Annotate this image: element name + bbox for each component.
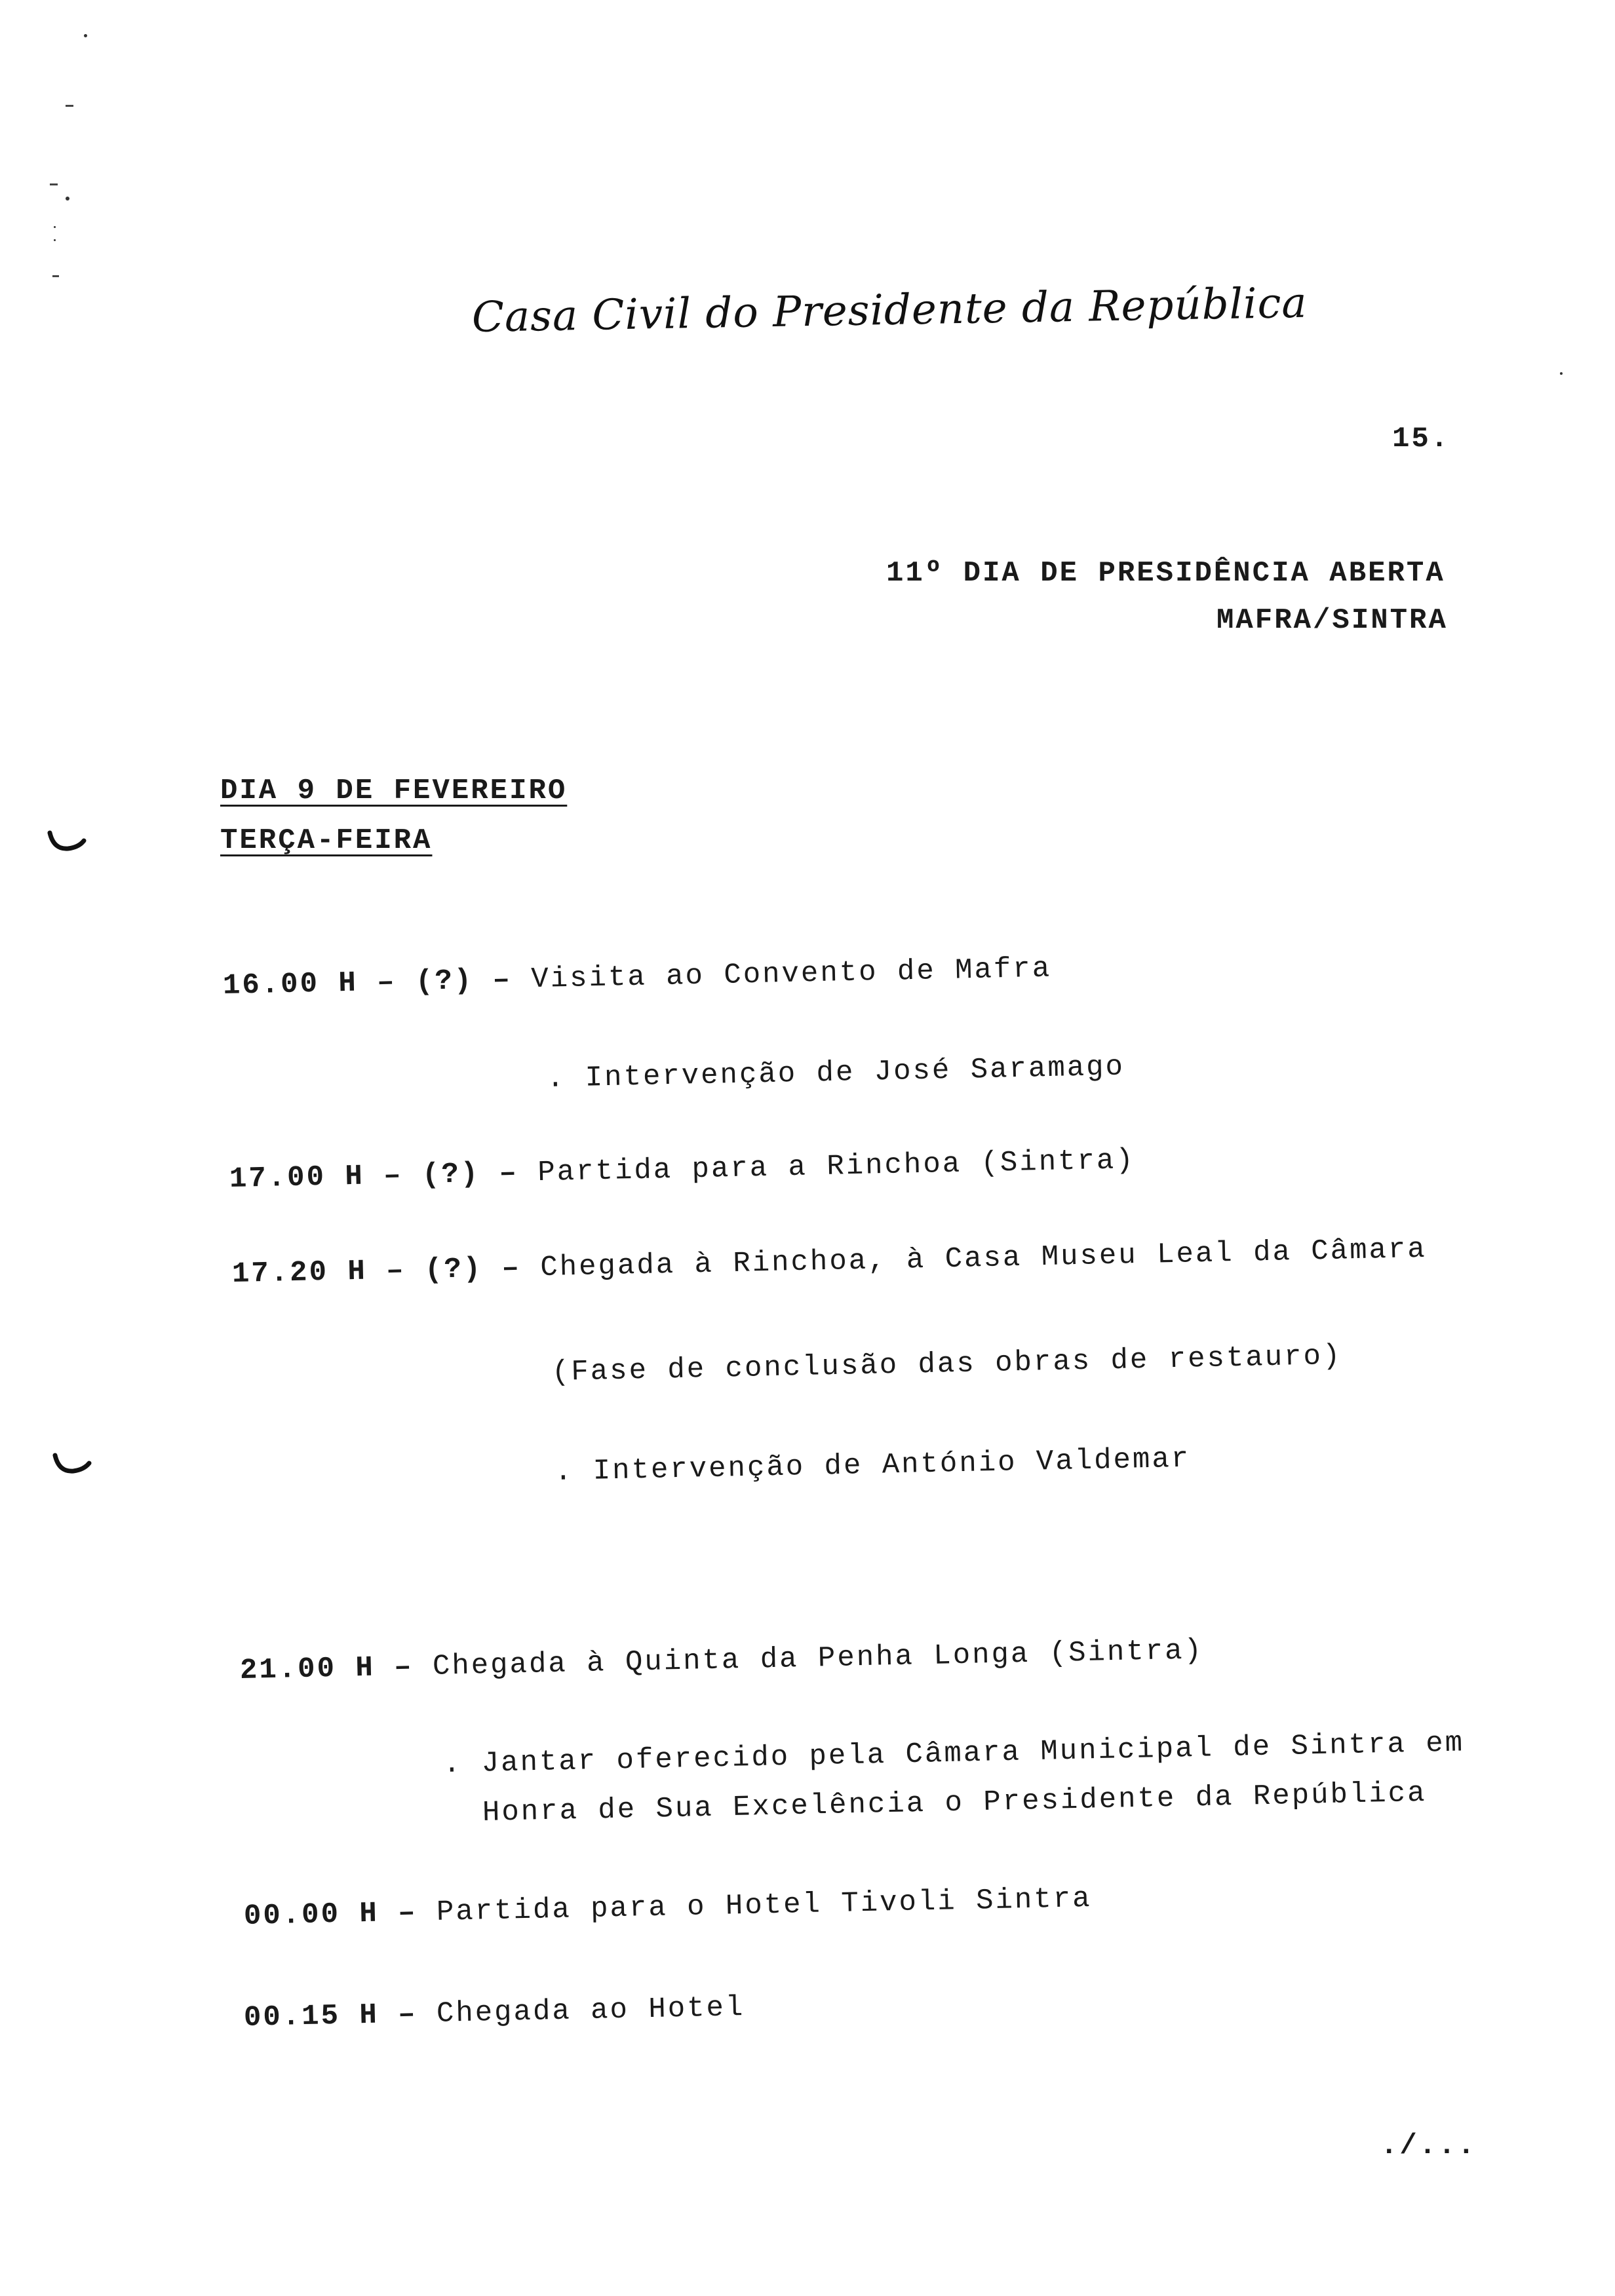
margin-mark: [50, 183, 58, 185]
heading-title: 11º DIA DE PRESIDÊNCIA ABERTA: [886, 557, 1445, 590]
schedule-entry: [243, 1991, 745, 2035]
schedule-time: 00.00 H –: [243, 1896, 418, 1933]
schedule-entry: [229, 1144, 1135, 1196]
schedule-entry: [222, 953, 1051, 1003]
schedule-time: 17.00 H – (?) –: [229, 1157, 519, 1196]
schedule-entry: [231, 1233, 1427, 1291]
schedule-text: Chegada à Quinta da Penha Longa (Sintra): [432, 1634, 1204, 1683]
punch-hole-mark: [52, 1451, 92, 1478]
schedule-text: Visita ao Convento de Mafra: [530, 952, 1052, 997]
schedule-text: Partida para o Hotel Tivoli Sintra: [436, 1882, 1093, 1929]
schedule-subitem: . Jantar oferecido pela Câmara Municipal de Sintra em: [442, 1727, 1465, 1781]
letterhead: Casa Civil do Presidente da República: [471, 278, 1308, 342]
margin-mark: [52, 275, 59, 277]
schedule-subitem: . Intervenção de António Valdemar: [554, 1442, 1191, 1489]
schedule-subitem: . Intervenção de José Saramago: [546, 1050, 1125, 1096]
schedule-text: Partida para a Rinchoa (Sintra): [537, 1144, 1136, 1190]
margin-mark: [54, 226, 56, 228]
date-weekday: TERÇA-FEIRA: [220, 824, 433, 857]
schedule-text: Chegada ao Hotel: [436, 1991, 745, 2031]
schedule-subitem: (Fase de conclusão das obras de restauro): [551, 1339, 1342, 1389]
schedule-time: 17.20 H – (?) –: [231, 1252, 522, 1291]
margin-mark: [54, 239, 56, 241]
schedule-entry: [239, 1634, 1203, 1687]
page-number: 15.: [1392, 423, 1450, 455]
date-day: DIA 9 DE FEVEREIRO: [220, 775, 568, 807]
margin-mark: [66, 105, 73, 107]
schedule-time: 21.00 H –: [239, 1651, 414, 1687]
schedule-text: Chegada à Rinchoa, à Casa Museu Leal da Câmara: [539, 1233, 1428, 1285]
heading-location: MAFRA/SINTRA: [1216, 604, 1448, 637]
margin-mark: [1560, 372, 1563, 375]
punch-hole-mark: [47, 829, 87, 855]
schedule-time: 16.00 H – (?) –: [222, 963, 513, 1003]
schedule-time: 00.15 H –: [243, 1998, 418, 2035]
schedule-entry: [243, 1883, 1092, 1933]
continuation-mark: ./...: [1380, 2130, 1477, 2162]
margin-mark: [84, 34, 87, 37]
schedule-subitem: Honra de Sua Excelência o Presidente da República: [482, 1776, 1428, 1829]
margin-mark: [66, 197, 69, 201]
